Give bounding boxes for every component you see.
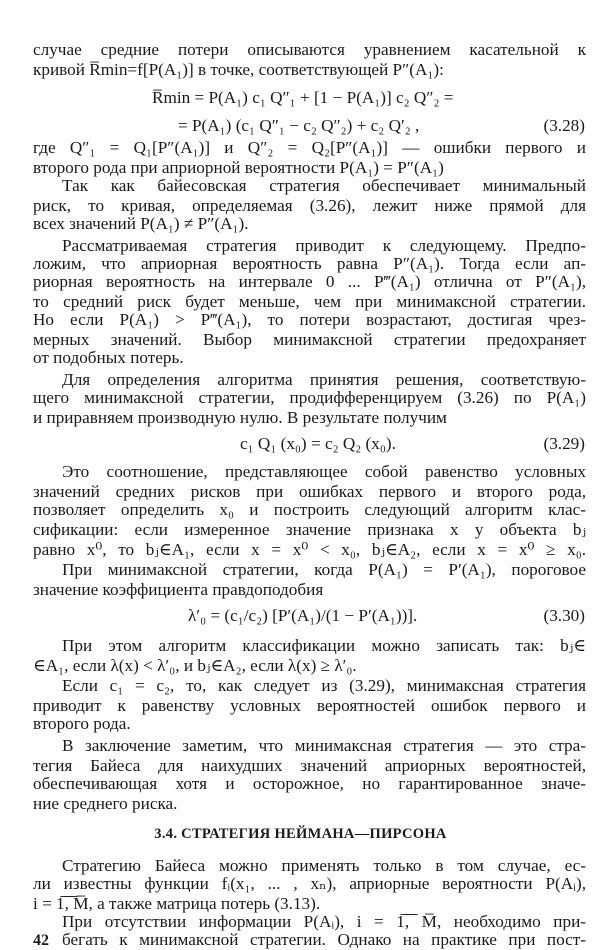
text-line: Это соотношение, представляющее собой равенство условных — [62, 462, 586, 481]
text-line: Но если P(A₁) > P‴(A₁), то потери возрастают, достигая чрез- — [33, 310, 586, 329]
text-line: всех значений P(A₁) ≠ P″(A₁). — [33, 214, 249, 233]
text-line: риорная вероятность на интервале 0 ... P‴(A₁) отлична от P″(A₁), — [33, 272, 586, 291]
text-line: В заключение заметим, что минимаксная стратегия — это стра- — [62, 736, 586, 755]
equation-line: R̅min = P(A₁) c₁ Q″₁ + [1 − P(A₁)] c₂ Q″₂ = — [152, 88, 454, 107]
text-line: ли известны функции fᵢ(x₁, ... , xₙ), априорные вероятности P(Aᵢ), — [33, 874, 586, 893]
text-line: позволяет определить x₀ и построить следующий алгоритм клас- — [33, 500, 586, 519]
text-line: и приравняем производную нулю. В результате получим — [33, 408, 447, 427]
text-line: мерных значений. Выбор минимаксной стратегии предохраняет — [33, 330, 586, 349]
text-line: то средний риск будет меньше, чем при минимаксной стратегии. — [33, 292, 586, 311]
text-line: Стратегию Байеса можно применять только в том случае, ес- — [62, 856, 586, 875]
equation-line: = P(A₁) (c₁ Q″₁ − c₂ Q″₂) + c₂ Q′₂ , — [178, 116, 420, 135]
equation-number: (3.30) — [543, 606, 585, 625]
equation-number: (3.29) — [543, 434, 585, 453]
text-line: случае средние потери описываются уравнением касательной к — [33, 40, 586, 59]
text-line: равно x⁰, то bⱼ∈A₁, если x = x⁰ < x₀, bⱼ∈A₂, если x = x⁰ ≥ x₀. — [33, 540, 586, 559]
text-line: второго рода при априорной вероятности P(A₁) = P″(A₁) — [33, 158, 444, 177]
text-line: Так как байесовская стратегия обеспечивает минимальный — [62, 176, 586, 195]
text-line: обеспечивающая хотя и осторожное, но гарантированное значе- — [33, 774, 586, 793]
text-line: ложим, что априорная вероятность равна P″(A₁). Тогда если ап- — [33, 254, 586, 273]
text-line: ∈A₁, если λ(x) < λ′₀, и bⱼ∈A₂, если λ(x) ≥ λ′₀. — [33, 656, 357, 675]
text-line: При этом алгоритм классификации можно записать так: bⱼ∈ — [62, 636, 586, 655]
text-line: сификации: если измеренное значение признака x у объекта bⱼ — [33, 520, 586, 539]
text-line: При отсутствии информации P(Aᵢ), i = 1̅,̅ ̅M̅, необходимо при- — [62, 912, 586, 931]
text-line: бегать к минимаксной стратегии. Однако на практике при пост- — [62, 930, 586, 949]
text-line: Если c₁ = c₂, то, как следует из (3.29), минимаксная стратегия — [62, 676, 586, 695]
text-line: тегия Байеса для наихудших значений априорных вероятностей, — [33, 756, 586, 775]
text-line: приводит к равенству условных вероятностей ошибок первого и — [33, 696, 586, 715]
text-line: значение коэффициента правдоподобия — [33, 580, 324, 599]
text-line: ние среднего риска. — [33, 794, 178, 813]
section-heading: 3.4. СТРАТЕГИЯ НЕЙМАНА—ПИРСОНА — [154, 826, 447, 842]
text-line: щего минимаксной стратегии, продифференцируем (3.26) по P(A₁) — [33, 388, 586, 407]
text-line: i = 1̅,̅ ̅M̅, а также матрица потерь (3.13). — [33, 894, 321, 913]
text-line: кривой R̅min=f[P(A₁)] в точке, соответствующей P″(A₁): — [33, 60, 444, 79]
equation-line: λ′₀ = (c₁/c₂) [P′(A₁)/(1 − P′(A₁))]. — [188, 606, 418, 625]
text-line: второго рода. — [33, 714, 131, 733]
text-line: При минимаксной стратегии, когда P(A₁) = P′(A₁), пороговое — [62, 560, 586, 579]
text-line: значений средних рисков при ошибках первого и второго рода, — [33, 482, 586, 501]
page-number: 42 — [33, 932, 49, 949]
equation-line: c₁ Q₁ (x₀) = c₂ Q₂ (x₀). — [240, 434, 396, 453]
text-line: риск, то кривая, определяемая (3.26), лежит ниже прямой для — [33, 196, 586, 215]
text-line: Для определения алгоритма принятия решения, соответствую- — [62, 370, 586, 389]
text-line: от подобных потерь. — [33, 348, 184, 367]
text-line: где Q″₁ = Q₁[P″(A₁)] и Q″₂ = Q₂[P″(A₁)] — ошибки первого и — [33, 138, 586, 157]
equation-number: (3.28) — [543, 116, 585, 135]
text-line: Рассматриваемая стратегия приводит к следующему. Предпо- — [62, 236, 586, 255]
